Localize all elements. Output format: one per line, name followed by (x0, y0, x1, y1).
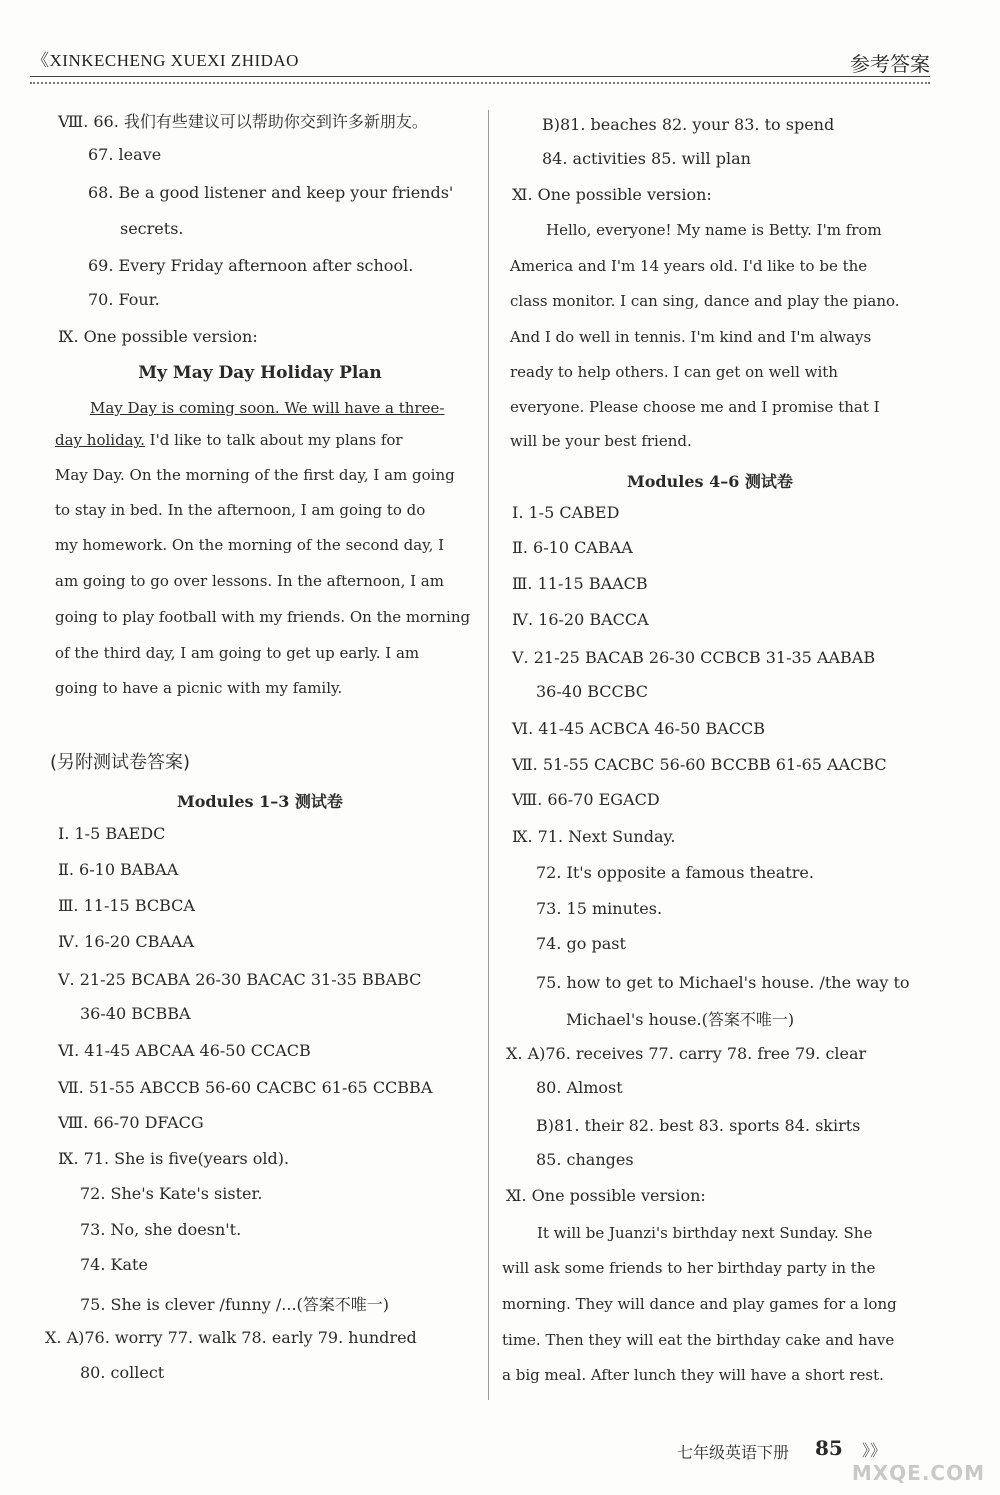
footer-book-title: 七年级英语下册 (677, 1443, 790, 1462)
answer-line: Ⅸ. One possible version: (58, 327, 258, 346)
answer-line: Ⅵ. 41-45 ACBCA 46-50 BACCB (512, 719, 765, 738)
essay-title: My May Day Holiday Plan (138, 363, 382, 383)
essay-line: morning. They will dance and play games for a long (502, 1295, 897, 1313)
answer-line: 36-40 BCCBC (536, 682, 649, 701)
answer-line: B)81. their 82. best 83. sports 84. skirts (536, 1116, 861, 1135)
answer-line: secrets. (120, 219, 184, 238)
essay-line: going to play football with my friends. On the morning (55, 608, 471, 626)
answer-line: Ⅴ. 21-25 BCABA 26-30 BACAC 31-35 BBABC (58, 970, 422, 989)
answer-line: 85. changes (536, 1150, 634, 1169)
answer-line: Michael's house.(答案不唯一) (566, 1010, 795, 1029)
answer-line: Ⅵ. 41-45 ABCAA 46-50 CCACB (58, 1041, 311, 1060)
essay-line: class monitor. I can sing, dance and play the piano. (510, 292, 900, 310)
answer-line: Ⅰ. 1-5 BAEDC (58, 824, 166, 843)
essay-line: May Day. On the morning of the first day, I am going (55, 466, 455, 484)
answer-line: Ⅳ. 16-20 BACCA (512, 610, 649, 629)
essay-line: a big meal. After lunch they will have a short rest. (502, 1366, 884, 1384)
answer-line: Ⅲ. 11-15 BAACB (512, 574, 648, 593)
answer-line: 72. She's Kate's sister. (80, 1184, 263, 1203)
attachment-heading: (另附测试卷答案) (50, 752, 191, 773)
answer-line: Ⅹ. A)76. receives 77. carry 78. free 79. clear (506, 1044, 867, 1063)
answer-line: Ⅸ. 71. She is five(years old). (58, 1149, 290, 1168)
answer-line: 68. Be a good listener and keep your friends' (88, 183, 454, 202)
answer-line: Ⅷ. 66-70 EGACD (512, 790, 660, 809)
answer-line: Ⅷ. 66. 我们有些建议可以帮助你交到许多新朋友。 (58, 112, 428, 131)
header-section: 参考答案 (850, 52, 930, 76)
answer-line: Ⅰ. 1-5 CABED (512, 503, 620, 522)
header-dotted-rule (30, 82, 930, 84)
essay-line: Hello, everyone! My name is Betty. I'm from (546, 221, 882, 239)
essay-line: of the third day, I am going to get up early. I am (55, 644, 420, 662)
answer-line: 67. leave (88, 145, 162, 164)
watermark: MXQE.COM (851, 1461, 985, 1485)
essay-line: am going to go over lessons. In the afternoon, I am (55, 572, 444, 590)
answer-line: Ⅴ. 21-25 BACAB 26-30 CCBCB 31-35 AABAB (512, 648, 876, 667)
answer-line: 75. how to get to Michael's house. /the way to (536, 973, 910, 992)
footer-arrows: 》》 (862, 1441, 887, 1460)
answer-line: Ⅸ. 71. Next Sunday. (512, 827, 676, 846)
header-series: 《XINKECHENG XUEXI ZHIDAO (32, 51, 299, 70)
essay-line: time. Then they will eat the birthday cake and have (502, 1331, 895, 1349)
answer-line: 74. go past (536, 934, 626, 953)
essay-line: It will be Juanzi's birthday next Sunday. She (537, 1224, 873, 1242)
answer-line: Ⅷ. 66-70 DFACG (58, 1113, 204, 1132)
answer-line: 74. Kate (80, 1255, 148, 1274)
page-number: 85 (815, 1436, 843, 1460)
answer-line: Ⅹ. A)76. worry 77. walk 78. early 79. hundred (45, 1328, 417, 1347)
answer-line: B)81. beaches 82. your 83. to spend (542, 115, 835, 134)
essay-text: I'd like to talk about my plans for (149, 431, 403, 449)
essay-line: to stay in bed. In the afternoon, I am going to do (55, 501, 426, 519)
answer-line: Ⅳ. 16-20 CBAAA (58, 932, 195, 951)
answer-line: Ⅱ. 6-10 CABAA (512, 538, 633, 557)
essay-line: America and I'm 14 years old. I'd like to be the (510, 257, 868, 275)
header-rule (30, 76, 930, 77)
essay-line: going to have a picnic with my family. (55, 679, 343, 697)
answer-line: Ⅶ. 51-55 CACBC 56-60 BCCBB 61-65 AACBC (512, 755, 887, 774)
answer-line: Ⅺ. One possible version: (512, 185, 712, 204)
essay-line: everyone. Please choose me and I promise that I (510, 398, 880, 416)
answer-line: 72. It's opposite a famous theatre. (536, 863, 814, 882)
essay-line: May Day is coming soon. We will have a three- (90, 399, 445, 417)
column-divider (488, 110, 489, 1400)
answer-line: 69. Every Friday afternoon after school. (88, 256, 414, 275)
answer-line: Ⅺ. One possible version: (506, 1186, 706, 1205)
essay-line: my homework. On the morning of the second day, I (55, 536, 445, 554)
answer-line: Ⅶ. 51-55 ABCCB 56-60 CACBC 61-65 CCBBA (58, 1078, 433, 1097)
answer-line: 73. 15 minutes. (536, 899, 663, 918)
test-title: Modules 4–6 测试卷 (627, 472, 793, 491)
answer-line: 70. Four. (88, 290, 160, 309)
answer-line: Ⅲ. 11-15 BCBCA (58, 896, 195, 915)
essay-line: ready to help others. I can get on well with (510, 363, 838, 381)
answer-line: 80. collect (80, 1363, 165, 1382)
essay-line: And I do well in tennis. I'm kind and I'm always (510, 328, 872, 346)
answer-line: 73. No, she doesn't. (80, 1220, 242, 1239)
answer-line: 84. activities 85. will plan (542, 149, 751, 168)
answer-line: 80. Almost (536, 1078, 623, 1097)
essay-line (55, 431, 403, 449)
essay-line: will ask some friends to her birthday party in the (502, 1259, 876, 1277)
answer-line: 36-40 BCBBA (80, 1004, 191, 1023)
essay-line: will be your best friend. (510, 432, 692, 450)
test-title: Modules 1–3 测试卷 (177, 792, 343, 811)
essay-underlined: day holiday. (55, 431, 145, 449)
answer-line: Ⅱ. 6-10 BABAA (58, 860, 179, 879)
answer-line: 75. She is clever /funny /...(答案不唯一) (80, 1295, 390, 1314)
